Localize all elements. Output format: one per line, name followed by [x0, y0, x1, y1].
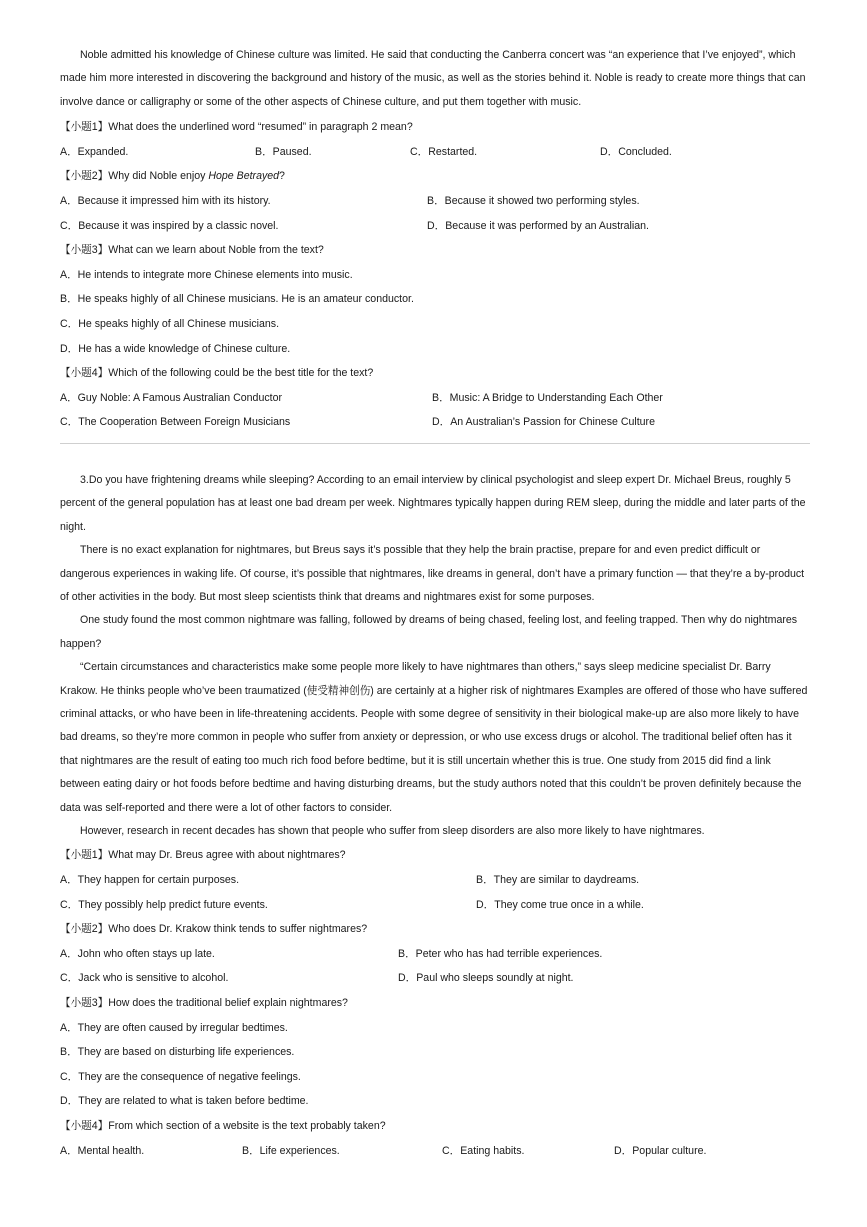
passage-paragraph: 3.Do you have frightening dreams while sleeping? According to an email interview by clinical psychologist and sleep expert Dr. Michael Breus, roughly 5 percent of the general population has at least one bad dream per week. Nightmares typically happen during REM sleep, during the middle and later parts of the night.: [60, 473, 806, 533]
question-stem: [60, 164, 810, 189]
options-row: [60, 386, 810, 411]
option-a[interactable]: A．Because it impressed him with its history.: [60, 195, 271, 207]
passage-paragraph: Noble admitted his knowledge of Chinese culture was limited. He said that conducting the Canberra concert was “an experience that I’ve enjoyed”, which made him more interested in discovering the background and history of the music, as well as the stories behind it. Noble is ready to create more things that can involve dance or calligraphy or some of the other aspects of Chinese culture, and put them together with music.: [60, 49, 806, 108]
options-row: [60, 140, 810, 165]
question-stem-end: ?: [279, 170, 285, 183]
passage-paragraph: However, research in recent decades has shown that people who suffer from sleep disorders are also more likely to have nightmares.: [80, 825, 705, 838]
option-d[interactable]: D．He has a wide knowledge of Chinese culture.: [60, 342, 291, 355]
option-d[interactable]: D．They are related to what is taken before bedtime.: [60, 1095, 309, 1108]
options-row: [60, 868, 810, 893]
option-d[interactable]: D．Concluded.: [600, 145, 672, 158]
options-row: [60, 214, 810, 239]
option-b[interactable]: B．Life experiences.: [242, 1144, 340, 1157]
options-row: [60, 410, 810, 435]
option-c[interactable]: C．He speaks highly of all Chinese musicians.: [60, 317, 280, 330]
option-c[interactable]: C．The Cooperation Between Foreign Musicians: [60, 416, 291, 429]
document-page: [60, 44, 810, 1163]
option-a[interactable]: A．He intends to integrate more Chinese elements into music.: [60, 268, 353, 281]
option-a[interactable]: A．They happen for certain purposes.: [60, 874, 240, 887]
question-stem-text: 【小题2】Why did Noble enjoy: [60, 170, 209, 183]
passage-paragraph: “Certain circumstances and characteristics make some people more likely to have nightmares than others,” says sleep medicine specialist Dr. Barry Krakow. He thinks people who’ve been traumatized (使受精神创伤) are certainly at a higher risk of nightmares Examples are offered of those who have suffered criminal attacks, or who have been in life-threatening accidents. People with some degree of sensitivity in their biological make-up are also more likely to have bad dreams, so they’re more common in people who suffer from anxiety or depression, or who use excess drugs or alcohol. The traditional belief often has it that nightmares are the result of eating too much rich food before bedtime, but it is still uncertain whether this is true. One study from 2015 did find a link between eating dairy or hot foods before bedtime and having disturbing dreams, but the study authors noted that this couldn’t be proven definitely because the data was self-reported and there were a lot of other factors to consider.: [60, 661, 808, 814]
option-d[interactable]: D．They come true once in a while.: [476, 898, 644, 911]
question-stem: 【小题4】From which section of a website is the text probably taken?: [60, 1119, 386, 1132]
option-d[interactable]: D．An Australian’s Passion for Chinese Culture: [432, 416, 655, 429]
option-c[interactable]: C．Restarted.: [410, 145, 478, 158]
option-a[interactable]: A．Expanded.: [60, 145, 129, 158]
option-b[interactable]: B．Music: A Bridge to Understanding Each Other: [432, 391, 663, 404]
options-row: [60, 966, 810, 991]
option-b[interactable]: B．Paused.: [255, 145, 312, 158]
options-row: [60, 893, 810, 918]
option-b[interactable]: B．Because it showed two performing styles.: [427, 195, 640, 207]
option-c[interactable]: C．Jack who is sensitive to alcohol.: [60, 972, 229, 985]
question-stem: 【小题1】What does the underlined word “resumed” in paragraph 2 mean?: [60, 121, 413, 134]
option-b[interactable]: B．He speaks highly of all Chinese musicians. He is an amateur conductor.: [60, 293, 414, 306]
work-title: Hope Betrayed: [208, 170, 280, 183]
option-d[interactable]: D．Because it was performed by an Australian.: [427, 219, 649, 232]
option-b[interactable]: B．Peter who has had terrible experiences.: [398, 947, 603, 960]
question-stem: 【小题1】What may Dr. Breus agree with about nightmares?: [60, 849, 346, 862]
question-stem: 【小题3】What can we learn about Noble from the text?: [60, 244, 324, 257]
options-row: [60, 942, 810, 967]
question-stem: 【小题4】Which of the following could be the best title for the text?: [60, 367, 374, 380]
question-stem: 【小题2】Who does Dr. Krakow think tends to suffer nightmares?: [60, 923, 368, 936]
question-stem: 【小题3】How does the traditional belief explain nightmares?: [60, 997, 348, 1009]
option-c[interactable]: C．They are the consequence of negative feelings.: [60, 1070, 301, 1083]
option-c[interactable]: C．Because it was inspired by a classic novel.: [60, 219, 279, 232]
option-a[interactable]: A．John who often stays up late.: [60, 947, 215, 960]
options-row: [60, 189, 810, 214]
option-b[interactable]: B．They are similar to daydreams.: [476, 874, 640, 887]
option-d[interactable]: D．Paul who sleeps soundly at night.: [398, 972, 574, 985]
option-a[interactable]: A．Guy Noble: A Famous Australian Conductor: [60, 391, 282, 404]
option-c[interactable]: C．Eating habits.: [442, 1144, 525, 1157]
passage-paragraph: One study found the most common nightmare was falling, followed by dreams of being chased, feeling lost, and feeling trapped. Then why do nightmares happen?: [60, 614, 798, 650]
option-c[interactable]: C．They possibly help predict future events.: [60, 898, 268, 911]
passage-paragraph: There is no exact explanation for nightmares, but Breus says it’s possible that they help the brain practise, prepare for and even predict difficult or dangerous experiences in waking life. Of course, it’s possible that nightmares, like dreams in general, don’t have a primary function — that they’re a by-product of other activities in the body. But most sleep scientists think that dreams and nightmares exist for some purposes.: [60, 544, 805, 603]
options-row: [60, 1139, 810, 1164]
option-a[interactable]: A．They are often caused by irregular bedtimes.: [60, 1021, 288, 1034]
option-d[interactable]: D．Popular culture.: [614, 1144, 707, 1157]
option-b[interactable]: B．They are based on disturbing life experiences.: [60, 1046, 295, 1059]
option-a[interactable]: A．Mental health.: [60, 1144, 145, 1157]
